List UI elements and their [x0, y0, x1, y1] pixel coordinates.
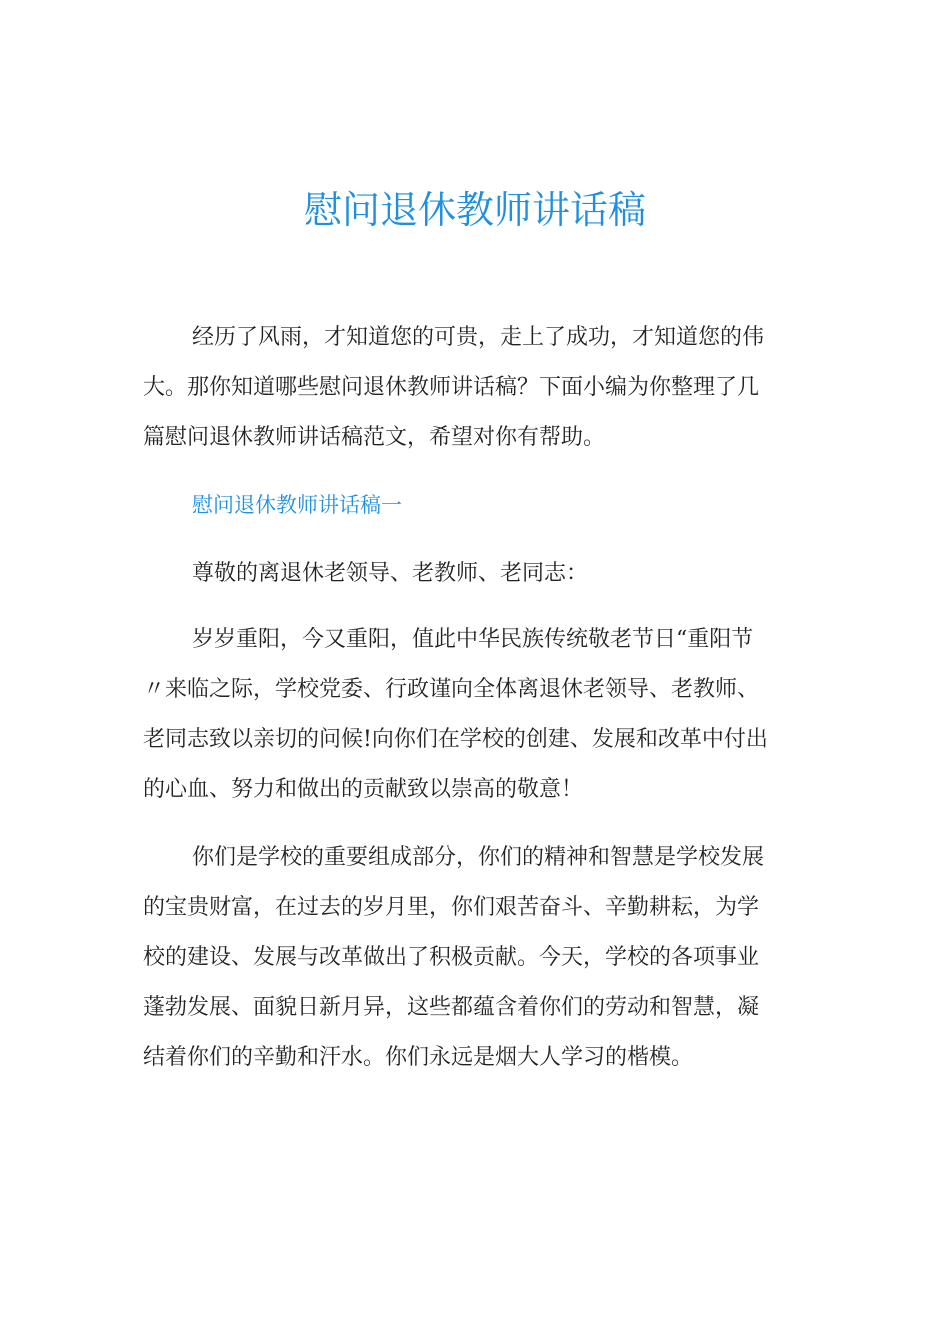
salutation-line: 尊敬的离退休老领导、老教师、老同志： [192, 561, 589, 586]
paragraph-2 [143, 833, 805, 1083]
paragraph-line: 的心血、努力和做出的贡献致以崇高的敬意！ [143, 777, 584, 802]
paragraph-line: 校的建设、发展与改革做出了积极贡献。今天，学校的各项事业 [143, 945, 760, 970]
paragraph-line: 蓬勃发展、面貌日新月异，这些都蕴含着你们的劳动和智慧，凝 [143, 995, 760, 1020]
intro-line: 篇慰问退休教师讲话稿范文，希望对你有帮助。 [143, 425, 606, 450]
paragraph-line: 老同志致以亲切的问候!向你们在学校的创建、发展和改革中付出 [143, 727, 768, 752]
paragraph-1 [143, 615, 805, 815]
paragraph-line: 你们是学校的重要组成部分，你们的精神和智慧是学校发展 [192, 845, 765, 870]
intro-line: 大。那你知道哪些慰问退休教师讲话稿？下面小编为你整理了几 [143, 375, 760, 400]
paragraph-line: 〃来临之际，学校党委、行政谨向全体离退休老领导、老教师、 [143, 677, 760, 702]
intro-line: 经历了风雨，才知道您的可贵，走上了成功，才知道您的伟 [192, 325, 765, 350]
paragraph-line: 岁岁重阳，今又重阳，值此中华民族传统敬老节日“重阳节 [192, 627, 754, 652]
paragraph-line: 结着你们的辛勤和汗水。你们永远是烟大人学习的楷模。 [143, 1045, 694, 1070]
document-title: 慰问退休教师讲话稿 [303, 188, 646, 232]
section-heading: 慰问退休教师讲话稿一 [192, 493, 402, 517]
paragraph-line: 的宝贵财富，在过去的岁月里，你们艰苦奋斗、辛勤耕耘，为学 [143, 895, 760, 920]
intro-paragraph [143, 313, 805, 463]
salutation [143, 549, 805, 599]
